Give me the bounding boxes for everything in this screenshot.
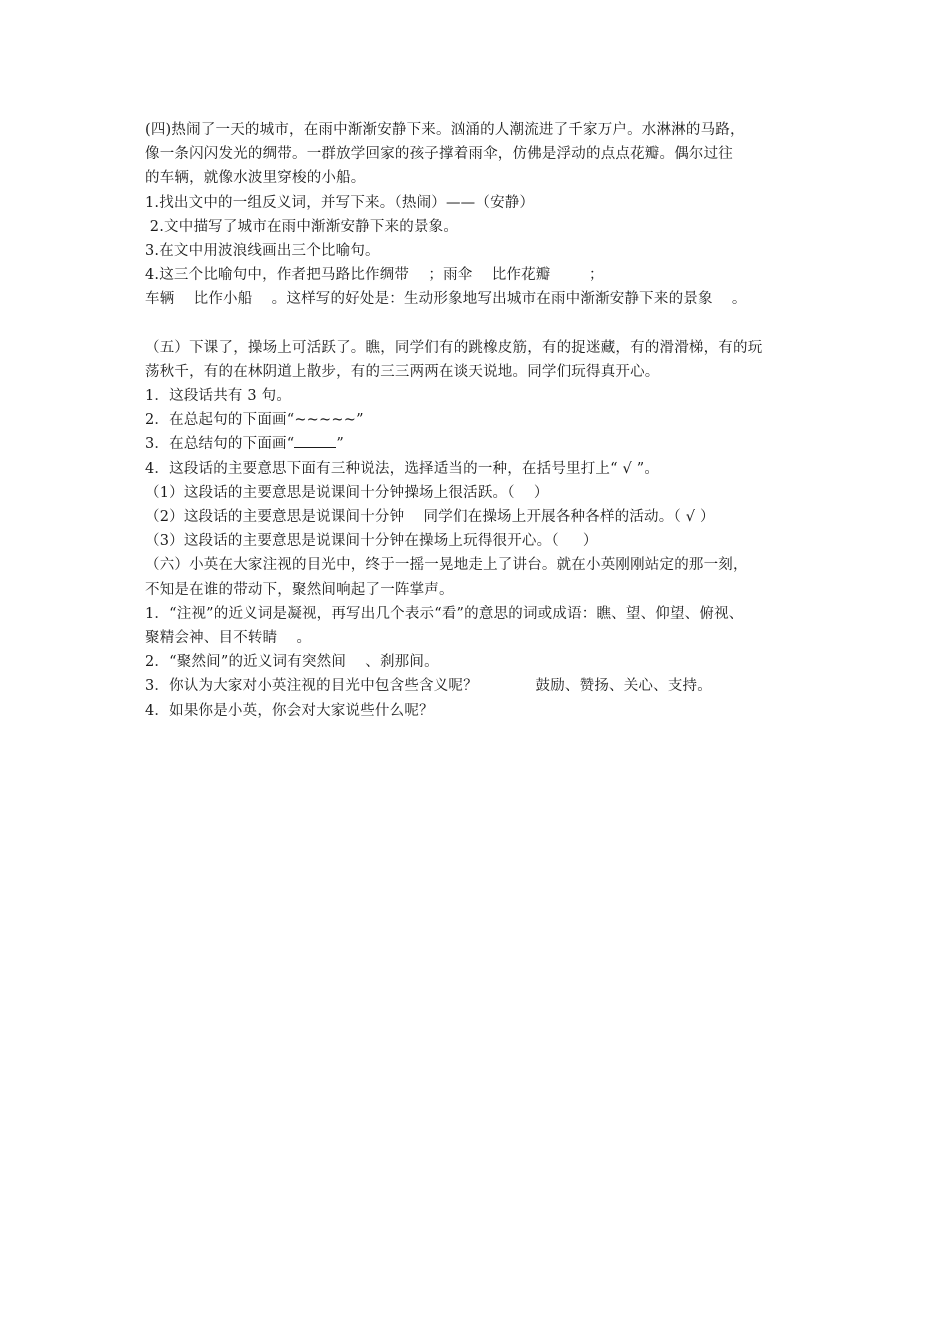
question-1-line: 1．“注视”的近义词是凝视，再写出几个表示“看”的意思的词或成语：瞧、望、仰望、俯视、 xyxy=(145,605,744,622)
question-4: 4．如果你是小英，你会对大家说些什么呢？ xyxy=(145,702,434,719)
passage-line: (四)热闹了一天的城市，在雨中渐渐安静下来。汹涌的人潮流进了千家万户。水淋淋的马路， xyxy=(145,122,745,138)
question-2: 2．在总起句的下面画“~~~~~” xyxy=(145,412,364,429)
question-2: 2.文中描写了城市在雨中渐渐安静下来的景象。 xyxy=(145,218,459,235)
option-3: （3）这段话的主要意思是说课间十分钟在操场上玩得很开心。（ ） xyxy=(145,533,598,550)
passage-line: 像一条闪闪发光的绸带。一群放学回家的孩子撑着雨伞，仿佛是浮动的点点花瓣。偶尔过往 xyxy=(145,146,733,163)
question-4-line: 车辆 比作小船 。这样写的好处是：生动形象地写出城市在雨中渐渐安静下来的景象 。 xyxy=(145,291,747,308)
question-2: 2．“聚然间”的近义词有突然间 、刹那间。 xyxy=(145,654,439,671)
question-3-suffix: ” xyxy=(336,436,344,453)
underline-sample xyxy=(294,433,336,448)
question-4: 4．这段话的主要意思下面有三种说法，选择适当的一种，在括号里打上“ √ ”。 xyxy=(145,460,660,477)
question-4-line: 4.这三个比喻句中，作者把马路比作绸带 ；雨伞 比作花瓣 ； xyxy=(145,267,604,284)
option-2: （2）这段话的主要意思是说课间十分钟 同学们在操场上开展各种各样的活动。（ √ ） xyxy=(145,509,715,525)
passage-line: 荡秋千，有的在林阴道上散步，有的三三两两在谈天说地。同学们玩得真开心。 xyxy=(145,363,660,380)
section-five xyxy=(145,336,825,554)
question-3-prefix: 3．在总结句的下面画“ xyxy=(145,436,295,453)
passage-line: 的车辆，就像水波里穿梭的小船。 xyxy=(145,170,366,187)
passage-line: （六）小英在大家注视的目光中，终于一摇一晃地走上了讲台。就在小英刚刚站定的那一刻， xyxy=(145,557,748,574)
question-3: 3．你认为大家对小英注视的目光中包含些含义呢？ 鼓励、赞扬、关心、支持。 xyxy=(145,678,712,695)
question-3: 3.在文中用波浪线画出三个比喻句。 xyxy=(145,242,380,259)
section-divider xyxy=(145,312,825,336)
question-1-line: 聚精会神、目不转睛 。 xyxy=(145,629,312,646)
document-body xyxy=(145,118,825,723)
option-1: （1）这段话的主要意思是说课间十分钟操场上很活跃。（ ） xyxy=(145,484,549,501)
question-1: 1．这段话共有 3 句。 xyxy=(145,388,292,405)
passage-line: （五）下课了，操场上可活跃了。瞧，同学们有的跳橡皮筋，有的捉迷藏，有的滑滑梯，有的玩 xyxy=(145,339,763,356)
section-six xyxy=(145,553,825,722)
section-four xyxy=(145,118,825,312)
question-1: 1.找出文中的一组反义词，并写下来。（热闹）——（安静） xyxy=(145,194,535,211)
passage-line: 不知是在谁的带动下，聚然间响起了一阵掌声。 xyxy=(145,581,454,598)
question-3 xyxy=(145,432,825,456)
